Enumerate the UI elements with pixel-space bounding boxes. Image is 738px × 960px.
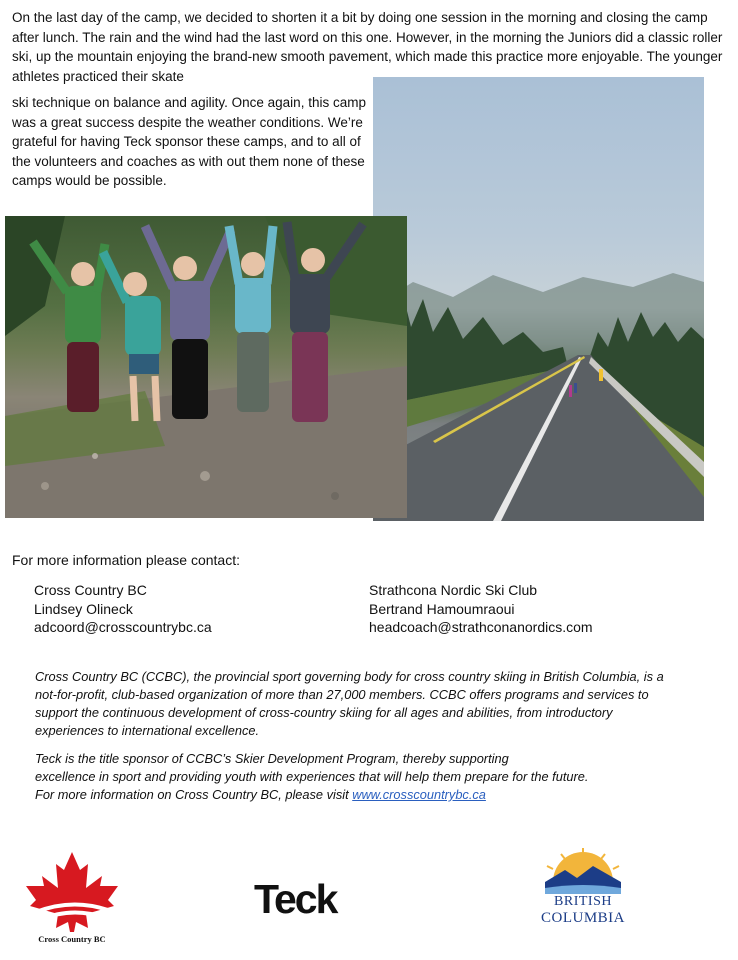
contact-name: Lindsey Olineck [34, 600, 133, 617]
ccbc-logo-caption: Cross Country BC [38, 934, 106, 944]
bc-logo-line-2: COLUMBIA [540, 910, 625, 926]
maple-leaf-icon [22, 850, 122, 934]
teck-line-3 [35, 786, 675, 804]
teck-line-3-text: For more information on Cross Country BC, please visit [35, 787, 353, 802]
contact-org: Cross Country BC [34, 582, 147, 598]
contact-email[interactable]: headcoach@strathconanordics.com [369, 619, 593, 635]
contact-ccbc [34, 581, 212, 637]
intro-paragraph-wide: On the last day of the camp, we decided to shorten it a bit by doing one session in the morning and closing the camp after lunch. The rain and the wind had the last word on this one. However, in the morning the Juniors did a classic roller ski, up the mountain enjoying the brand-new smooth pavement, which made this practice more enjoyable. The younger athletes practiced their skate [12, 10, 723, 84]
contact-org: Strathcona Nordic Ski Club [369, 582, 538, 598]
teck-logo: Teck [254, 876, 337, 922]
road-photo [373, 77, 704, 521]
about-ccbc-paragraph: Cross Country BC (CCBC), the provincial sport governing body for cross country skiing in British Columbia, is a not-for-profit, club-based organization of more than 27,000 members. CCBC offers programs and services to support the continuous development of cross-country skiing for all ages and abilities, from introductory experiences to international excellence. [35, 669, 664, 738]
intro-paragraph-narrow: ski technique on balance and agility. Once again, this camp was a great success despite the weather conditions. We’re grateful for having Teck sponsor these camps, and to all of the volunteers and coaches as with out them none of these camps would be possible. [12, 95, 366, 188]
bc-logo [531, 848, 635, 936]
contact-heading: For more information please contact: [12, 552, 240, 568]
teck-line-1: Teck is the title sponsor of CCBC’s Skier Development Program, thereby supporting [35, 751, 509, 766]
ccbc-logo [22, 850, 122, 948]
about-teck-paragraph [35, 750, 675, 804]
kids-jumping-photo [5, 216, 407, 518]
teck-line-2: excellence in sport and providing youth with experiences that will help them prepare for the future. [35, 769, 589, 784]
contact-strathcona [369, 581, 593, 637]
contact-email[interactable]: adcoord@crosscountrybc.ca [34, 619, 212, 635]
bc-logo-line-1: BRITISH [554, 894, 612, 909]
contact-name: Bertrand Hamoumraoui [369, 600, 515, 617]
sun-mountain-icon [531, 848, 635, 896]
ccbc-website-link[interactable]: www.crosscountrybc.ca [352, 787, 486, 802]
